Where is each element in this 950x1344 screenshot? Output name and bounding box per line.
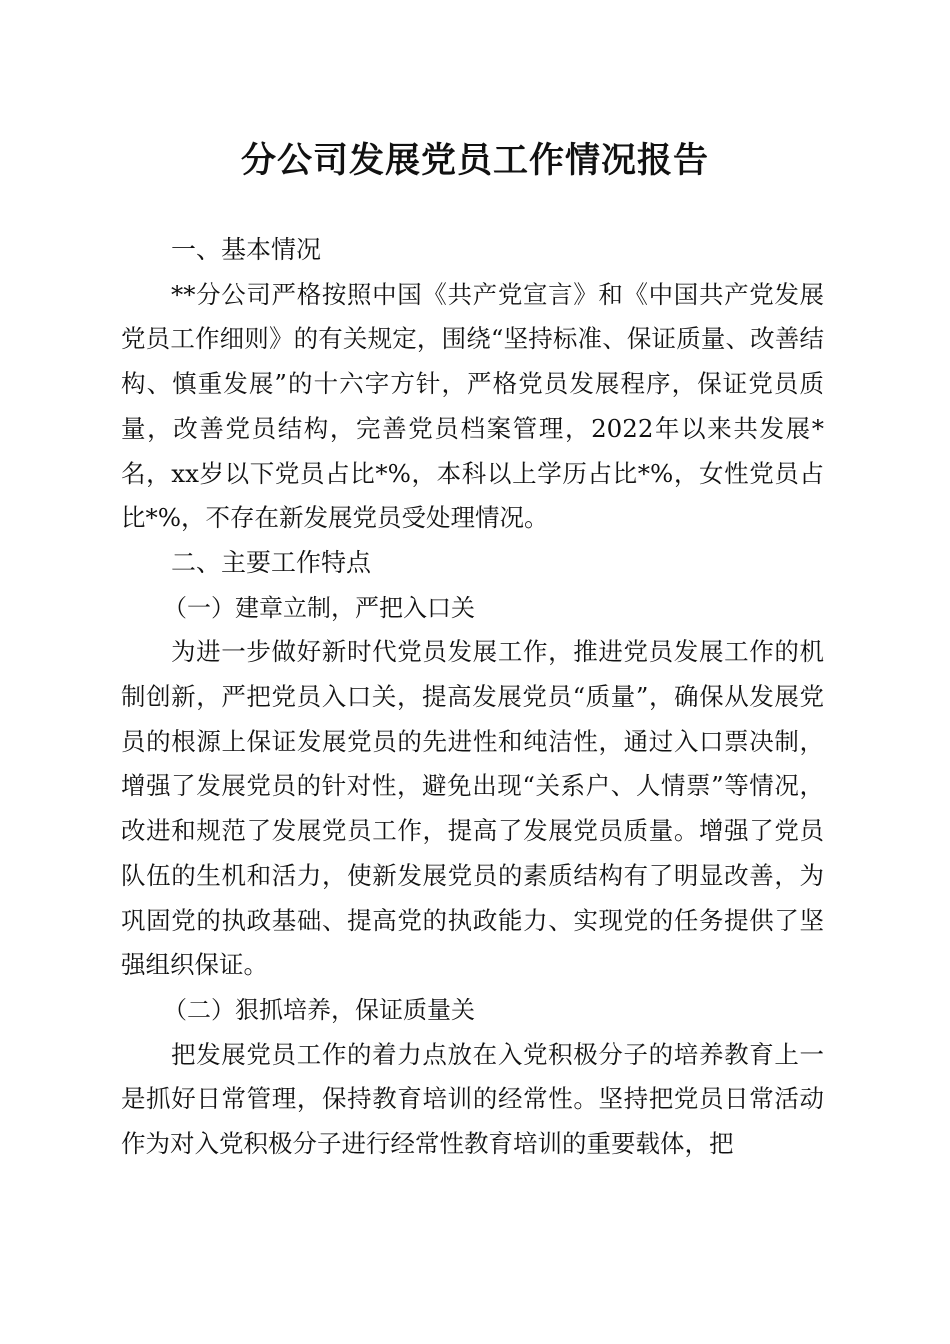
section-heading-main-features: 二、主要工作特点: [171, 547, 372, 577]
paragraph-basic-situation: **分公司严格按照中国《共产党宣言》和《中国共产党发展党员工作细则》的有关规定，围绕“坚持标准、保证质量、改善结构、慎重发展”的十六字方针，严格党员发展程序，保证党员质量，改善党员结构，完善党员档案管理，2022年以来共发展*名，xx岁以下党员占比*%，本科以上学历占比*%，女性党员占比*%，不存在新发展党员受处理情况。: [121, 279, 824, 533]
paragraph-subsection-1: 为进一步做好新时代党员发展工作，推进党员发展工作的机制创新，严把党员入口关，提高发展党员“质量”，确保从发展党员的根源上保证发展党员的先进性和纯洁性，通过入口票决制，增强了发展党员的针对性，避免出现“关系户、人情票”等情况，改进和规范了发展党员工作，提高了发展党员质量。增强了党员队伍的生机和活力，使新发展党员的素质结构有了明显改善，为巩固党的执政基础、提高党的执政能力、实现党的任务提供了坚强组织保证。: [121, 637, 824, 980]
document-body: [121, 228, 824, 1167]
subsection-heading-1: （一）建章立制，严把入口关: [163, 593, 475, 622]
document-title: 分公司发展党员工作情况报告: [240, 140, 709, 181]
paragraph-subsection-2: 把发展党员工作的着力点放在入党积极分子的培养教育上一是抓好日常管理，保持教育培训的经常性。坚持把党员日常活动作为对入党积极分子进行经常性教育培训的重要载体，把: [121, 1039, 824, 1159]
section-heading-basic-situation: 一、基本情况: [171, 235, 322, 264]
subsection-heading-2: （二）狠抓培养，保证质量关: [163, 995, 475, 1024]
